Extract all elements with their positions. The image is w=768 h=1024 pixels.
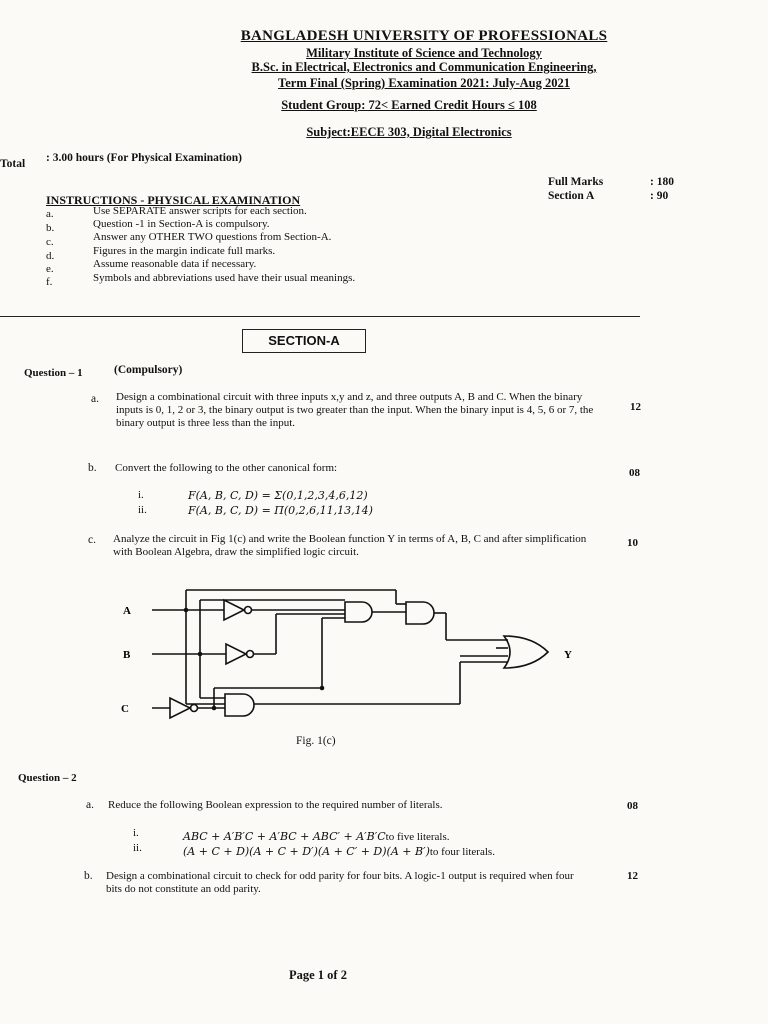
fig-caption: Fig. 1(c) — [296, 735, 336, 747]
fig-input-a: A — [123, 605, 131, 617]
q2a-item-2 — [183, 842, 495, 860]
q2a-item-num: i. — [133, 827, 139, 839]
or-gate — [504, 636, 548, 668]
fig-input-c: C — [121, 703, 129, 715]
university-name: BANGLADESH UNIVERSITY OF PROFESSIONALS — [240, 28, 608, 44]
question-2-label: Question – 2 — [18, 772, 77, 784]
instruction-text: Answer any OTHER TWO questions from Section-A. — [93, 231, 332, 243]
q2a-item-expr: (A + C + D)(A + C + D′)(A + C′ + D)(A + B′) — [183, 845, 430, 858]
q1b-item-expr: F(A, B, C, D) = Π(0,2,6,11,13,14) — [188, 504, 373, 517]
section-a-value: : 90 — [650, 190, 669, 202]
instructions-title: INSTRUCTIONS - PHYSICAL EXAMINATION — [46, 193, 301, 207]
q2a-label: a. — [86, 799, 94, 811]
q2b-label: b. — [84, 870, 93, 882]
full-marks-value: : 180 — [650, 176, 674, 188]
q2a-item-num: ii. — [133, 842, 142, 854]
and-gate-2 — [406, 602, 434, 624]
instruction-text: Question -1 in Section-A is compulsory. — [93, 218, 270, 230]
not-gate-c — [170, 698, 190, 718]
q1a-label: a. — [91, 393, 99, 405]
q2a-item-suffix: to five literals. — [385, 831, 450, 843]
q1b-item-num: i. — [138, 489, 144, 501]
q1a-text: Design a combinational circuit with three inputs x,y and z, and three outputs A, B and C. When the binary inputs is 0, 1, 2 or 3, the binary output is two greater than the input. When the binary input is 4, 5, 6 or 7, the binary output is three less than the input. — [116, 391, 594, 429]
q2b-text: Design a combinational circuit to check for odd parity for four bits. A logic-1 output is required when four bits do not constitute an odd parity. — [106, 870, 574, 895]
instruction-label: e. — [46, 263, 54, 275]
program-name: B.Sc. in Electrical, Electronics and Communication Engineering, — [251, 60, 597, 74]
page-number: Page 1 of 2 — [289, 968, 347, 982]
instruction-label: f. — [46, 276, 53, 288]
instruction-text: Assume reasonable data if necessary. — [93, 258, 257, 270]
student-group: Student Group: 72< Earned Credit Hours ≤ 108 — [281, 98, 537, 112]
section-title: SECTION-A — [242, 329, 366, 353]
q1c-text: Analyze the circuit in Fig 1(c) and write the Boolean function Y in terms of A, B, C and after simplification with Boolean Algebra, draw the simplified logic circuit. — [113, 533, 587, 558]
fig-output-y: Y — [564, 649, 572, 661]
q2a-item-suffix: to four literals. — [429, 846, 495, 858]
institute-name: Military Institute of Science and Technology — [306, 46, 542, 60]
q1b-item-num: ii. — [138, 504, 147, 516]
instruction-text: Symbols and abbreviations used have their usual meanings. — [93, 272, 356, 284]
instruction-label: d. — [46, 250, 55, 262]
subject-title: Subject:EECE 303, Digital Electronics — [306, 125, 512, 139]
q1a-marks: 12 — [630, 401, 641, 413]
exam-title: Term Final (Spring) Examination 2021: July-Aug 2021 — [278, 76, 570, 90]
q2a-text: Reduce the following Boolean expression to the required number of literals. — [108, 799, 443, 811]
q1b-marks: 08 — [629, 467, 640, 479]
section-a-label: Section A — [548, 190, 595, 202]
instruction-text: Figures in the margin indicate full marks. — [93, 245, 276, 257]
fig-input-b: B — [123, 649, 131, 661]
q1c-marks: 10 — [627, 537, 638, 549]
question-1-note: (Compulsory) — [114, 364, 183, 376]
q2a-marks: 08 — [627, 800, 638, 812]
not-gate-b — [226, 644, 246, 664]
q1b-text: Convert the following to the other canonical form: — [115, 462, 338, 474]
time-label: Total — [0, 158, 26, 170]
and-gate-3 — [225, 694, 254, 716]
q2b-marks: 12 — [627, 870, 638, 882]
q1c-label: c. — [88, 534, 96, 546]
and-gate-1 — [345, 602, 372, 622]
time-value: : 3.00 hours (For Physical Examination) — [46, 152, 242, 164]
instruction-label: c. — [46, 236, 54, 248]
full-marks-label: Full Marks — [548, 176, 604, 188]
not-gate-a — [224, 600, 244, 620]
instruction-label: a. — [46, 208, 54, 220]
instruction-label: b. — [46, 222, 55, 234]
q1b-item-expr: F(A, B, C, D) = Σ(0,1,2,3,4,6,12) — [188, 489, 368, 502]
fig-1c-circuit — [0, 580, 768, 720]
divider — [0, 316, 640, 317]
question-1-label: Question – 1 — [24, 367, 83, 379]
q1b-label: b. — [88, 462, 97, 474]
instruction-text: Use SEPARATE answer scripts for each section. — [93, 205, 307, 217]
q2a-item-expr: ABC + A′B′C + A′BC + ABC′ + A′B′C — [183, 830, 386, 843]
